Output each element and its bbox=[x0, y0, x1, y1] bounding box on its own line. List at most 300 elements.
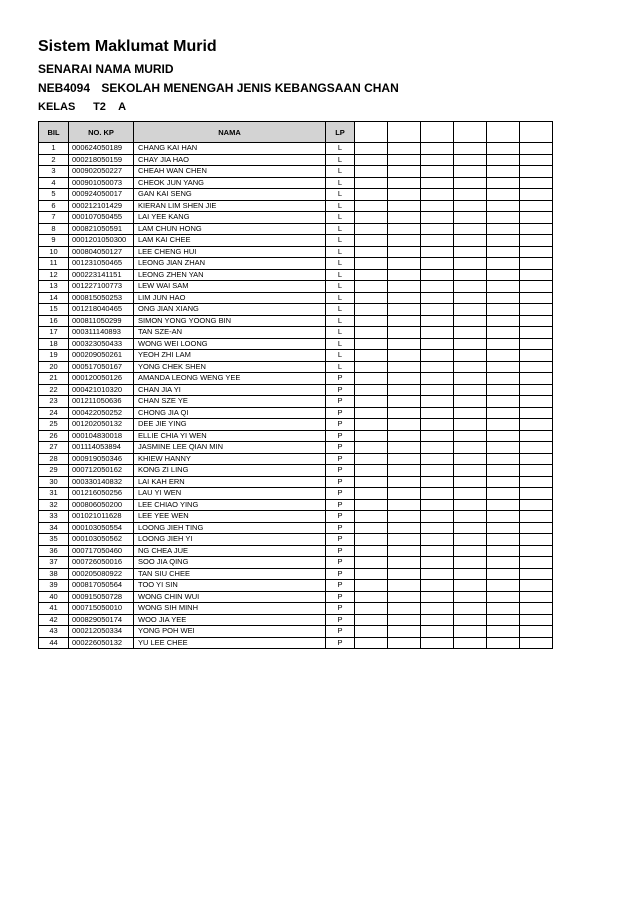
cell-blank bbox=[487, 407, 520, 419]
cell-blank bbox=[487, 591, 520, 603]
cell-blank bbox=[388, 430, 421, 442]
table-row bbox=[39, 281, 553, 293]
cell-blank bbox=[520, 338, 553, 350]
cell-blank bbox=[487, 419, 520, 431]
table-row bbox=[39, 338, 553, 350]
table-row bbox=[39, 534, 553, 546]
cell-blank bbox=[355, 281, 388, 293]
table-row bbox=[39, 465, 553, 477]
cell-nokp: 000103050562 bbox=[69, 534, 134, 546]
cell-blank bbox=[520, 235, 553, 247]
cell-nokp: 000717050460 bbox=[69, 545, 134, 557]
cell-blank bbox=[388, 396, 421, 408]
table-row bbox=[39, 442, 553, 454]
cell-blank bbox=[487, 430, 520, 442]
class-label: KELAS bbox=[38, 101, 76, 113]
cell-nokp: 001114053894 bbox=[69, 442, 134, 454]
cell-blank bbox=[487, 361, 520, 373]
cell-blank bbox=[487, 603, 520, 615]
cell-bil: 36 bbox=[39, 545, 69, 557]
cell-nokp: 000218050159 bbox=[69, 154, 134, 166]
cell-nokp: 000422050252 bbox=[69, 407, 134, 419]
cell-blank bbox=[421, 488, 454, 500]
cell-blank bbox=[388, 626, 421, 638]
cell-blank bbox=[454, 177, 487, 189]
cell-nama: WONG CHIN WUI bbox=[134, 591, 326, 603]
table-body bbox=[39, 143, 553, 649]
cell-blank bbox=[520, 200, 553, 212]
cell-nama: LAU YI WEN bbox=[134, 488, 326, 500]
header-bil: BIL bbox=[39, 122, 69, 143]
cell-blank bbox=[355, 177, 388, 189]
table-row bbox=[39, 304, 553, 316]
cell-bil: 44 bbox=[39, 637, 69, 649]
cell-bil: 9 bbox=[39, 235, 69, 247]
cell-bil: 16 bbox=[39, 315, 69, 327]
cell-lp: L bbox=[326, 269, 355, 281]
cell-blank bbox=[520, 384, 553, 396]
cell-bil: 27 bbox=[39, 442, 69, 454]
cell-blank bbox=[520, 591, 553, 603]
cell-lp: P bbox=[326, 430, 355, 442]
cell-nokp: 000901050073 bbox=[69, 177, 134, 189]
cell-blank bbox=[454, 557, 487, 569]
cell-blank bbox=[355, 614, 388, 626]
cell-nokp: 000915050728 bbox=[69, 591, 134, 603]
cell-blank bbox=[421, 281, 454, 293]
cell-blank bbox=[487, 235, 520, 247]
cell-bil: 2 bbox=[39, 154, 69, 166]
cell-lp: P bbox=[326, 637, 355, 649]
cell-blank bbox=[487, 223, 520, 235]
cell-bil: 21 bbox=[39, 373, 69, 385]
cell-nokp: 000804050127 bbox=[69, 246, 134, 258]
cell-blank bbox=[454, 384, 487, 396]
cell-bil: 26 bbox=[39, 430, 69, 442]
cell-blank bbox=[388, 258, 421, 270]
cell-lp: P bbox=[326, 557, 355, 569]
cell-blank bbox=[355, 419, 388, 431]
cell-blank bbox=[388, 499, 421, 511]
cell-blank bbox=[388, 476, 421, 488]
cell-lp: P bbox=[326, 442, 355, 454]
cell-blank bbox=[520, 258, 553, 270]
table-row bbox=[39, 511, 553, 523]
cell-bil: 20 bbox=[39, 361, 69, 373]
cell-nokp: 001218040465 bbox=[69, 304, 134, 316]
cell-blank bbox=[421, 419, 454, 431]
cell-blank bbox=[421, 292, 454, 304]
cell-nama: KONG ZI LING bbox=[134, 465, 326, 477]
cell-blank bbox=[520, 442, 553, 454]
cell-blank bbox=[454, 281, 487, 293]
table-row bbox=[39, 315, 553, 327]
cell-blank bbox=[388, 212, 421, 224]
cell-nokp: 000330140832 bbox=[69, 476, 134, 488]
cell-nama: LAI YEE KANG bbox=[134, 212, 326, 224]
cell-blank bbox=[421, 499, 454, 511]
cell-nama: CHONG JIA QI bbox=[134, 407, 326, 419]
cell-blank bbox=[454, 315, 487, 327]
cell-blank bbox=[520, 557, 553, 569]
cell-lp: P bbox=[326, 522, 355, 534]
cell-blank bbox=[520, 304, 553, 316]
cell-blank bbox=[421, 465, 454, 477]
cell-blank bbox=[487, 580, 520, 592]
cell-blank bbox=[355, 430, 388, 442]
cell-nokp: 000806050200 bbox=[69, 499, 134, 511]
cell-blank bbox=[355, 396, 388, 408]
cell-bil: 5 bbox=[39, 189, 69, 201]
cell-nokp: 000223141151 bbox=[69, 269, 134, 281]
cell-lp: L bbox=[326, 223, 355, 235]
cell-blank bbox=[520, 419, 553, 431]
cell-bil: 40 bbox=[39, 591, 69, 603]
cell-blank bbox=[421, 304, 454, 316]
cell-blank bbox=[454, 499, 487, 511]
cell-lp: L bbox=[326, 246, 355, 258]
cell-blank bbox=[454, 269, 487, 281]
cell-nokp: 000212101429 bbox=[69, 200, 134, 212]
cell-blank bbox=[454, 223, 487, 235]
cell-blank bbox=[520, 315, 553, 327]
cell-nokp: 000919050346 bbox=[69, 453, 134, 465]
cell-blank bbox=[454, 396, 487, 408]
table-row bbox=[39, 430, 553, 442]
table-row bbox=[39, 166, 553, 178]
cell-blank bbox=[421, 396, 454, 408]
cell-blank bbox=[355, 407, 388, 419]
cell-nama: LAI KAH ERN bbox=[134, 476, 326, 488]
cell-nokp: 000811050299 bbox=[69, 315, 134, 327]
cell-blank bbox=[520, 269, 553, 281]
cell-bil: 10 bbox=[39, 246, 69, 258]
cell-blank bbox=[520, 545, 553, 557]
cell-blank bbox=[421, 223, 454, 235]
cell-lp: L bbox=[326, 327, 355, 339]
cell-blank bbox=[454, 534, 487, 546]
cell-bil: 24 bbox=[39, 407, 69, 419]
cell-nokp: 001021011628 bbox=[69, 511, 134, 523]
cell-bil: 37 bbox=[39, 557, 69, 569]
cell-blank bbox=[454, 212, 487, 224]
cell-nokp: 000517050167 bbox=[69, 361, 134, 373]
cell-bil: 13 bbox=[39, 281, 69, 293]
cell-blank bbox=[454, 637, 487, 649]
cell-blank bbox=[454, 361, 487, 373]
cell-blank bbox=[355, 626, 388, 638]
table-row bbox=[39, 154, 553, 166]
cell-bil: 12 bbox=[39, 269, 69, 281]
cell-blank bbox=[520, 143, 553, 155]
table-row bbox=[39, 591, 553, 603]
cell-blank bbox=[388, 189, 421, 201]
cell-blank bbox=[421, 315, 454, 327]
cell-blank bbox=[388, 637, 421, 649]
cell-blank bbox=[520, 430, 553, 442]
cell-lp: P bbox=[326, 396, 355, 408]
cell-blank bbox=[388, 338, 421, 350]
cell-blank bbox=[388, 166, 421, 178]
cell-blank bbox=[487, 384, 520, 396]
cell-bil: 34 bbox=[39, 522, 69, 534]
cell-blank bbox=[421, 591, 454, 603]
table-row bbox=[39, 269, 553, 281]
cell-blank bbox=[388, 281, 421, 293]
cell-lp: P bbox=[326, 488, 355, 500]
cell-nokp: 000726050016 bbox=[69, 557, 134, 569]
cell-blank bbox=[388, 200, 421, 212]
cell-lp: P bbox=[326, 568, 355, 580]
table-row bbox=[39, 603, 553, 615]
cell-blank bbox=[388, 591, 421, 603]
cell-blank bbox=[454, 258, 487, 270]
cell-lp: L bbox=[326, 166, 355, 178]
cell-blank bbox=[454, 189, 487, 201]
cell-blank bbox=[454, 603, 487, 615]
cell-bil: 41 bbox=[39, 603, 69, 615]
cell-blank bbox=[355, 143, 388, 155]
cell-nama: YU LEE CHEE bbox=[134, 637, 326, 649]
cell-blank bbox=[454, 304, 487, 316]
cell-blank bbox=[421, 614, 454, 626]
cell-blank bbox=[520, 603, 553, 615]
cell-blank bbox=[487, 453, 520, 465]
cell-nama: CHEOK JUN YANG bbox=[134, 177, 326, 189]
school-line bbox=[38, 81, 407, 95]
cell-blank bbox=[355, 235, 388, 247]
cell-blank bbox=[421, 269, 454, 281]
cell-blank bbox=[388, 545, 421, 557]
cell-blank bbox=[421, 373, 454, 385]
cell-bil: 38 bbox=[39, 568, 69, 580]
cell-blank bbox=[388, 143, 421, 155]
cell-blank bbox=[355, 637, 388, 649]
cell-nokp: 000421010320 bbox=[69, 384, 134, 396]
cell-nama: CHEAH WAN CHEN bbox=[134, 166, 326, 178]
cell-nama: AMANDA LEONG WENG YEE bbox=[134, 373, 326, 385]
cell-lp: P bbox=[326, 407, 355, 419]
cell-blank bbox=[520, 154, 553, 166]
cell-nokp: 001231050465 bbox=[69, 258, 134, 270]
cell-nama: LEE CHIAO YING bbox=[134, 499, 326, 511]
cell-blank bbox=[454, 580, 487, 592]
cell-bil: 43 bbox=[39, 626, 69, 638]
cell-blank bbox=[421, 580, 454, 592]
cell-blank bbox=[454, 407, 487, 419]
cell-blank bbox=[454, 166, 487, 178]
cell-nama: YEOH ZHI LAM bbox=[134, 350, 326, 362]
header-blank bbox=[421, 122, 454, 143]
cell-nokp: 000104830018 bbox=[69, 430, 134, 442]
cell-nama: LEE CHENG HUI bbox=[134, 246, 326, 258]
cell-blank bbox=[421, 177, 454, 189]
table-row bbox=[39, 327, 553, 339]
cell-blank bbox=[355, 476, 388, 488]
cell-blank bbox=[355, 557, 388, 569]
class-name: A bbox=[118, 101, 127, 113]
cell-blank bbox=[520, 637, 553, 649]
cell-bil: 19 bbox=[39, 350, 69, 362]
cell-nama: LEE YEE WEN bbox=[134, 511, 326, 523]
cell-bil: 17 bbox=[39, 327, 69, 339]
table-row bbox=[39, 384, 553, 396]
cell-blank bbox=[520, 292, 553, 304]
cell-lp: L bbox=[326, 338, 355, 350]
cell-blank bbox=[388, 384, 421, 396]
cell-bil: 30 bbox=[39, 476, 69, 488]
cell-blank bbox=[388, 223, 421, 235]
cell-blank bbox=[487, 396, 520, 408]
cell-blank bbox=[388, 315, 421, 327]
cell-blank bbox=[421, 476, 454, 488]
cell-nokp: 000205080922 bbox=[69, 568, 134, 580]
cell-blank bbox=[421, 603, 454, 615]
cell-blank bbox=[421, 453, 454, 465]
cell-blank bbox=[421, 430, 454, 442]
cell-nokp: 001216050256 bbox=[69, 488, 134, 500]
cell-blank bbox=[454, 235, 487, 247]
list-subtitle: SENARAI NAMA MURID bbox=[38, 62, 174, 76]
cell-blank bbox=[487, 545, 520, 557]
cell-nama: CHANG KAI HAN bbox=[134, 143, 326, 155]
cell-blank bbox=[454, 626, 487, 638]
cell-blank bbox=[388, 407, 421, 419]
cell-blank bbox=[388, 614, 421, 626]
cell-blank bbox=[388, 534, 421, 546]
header-blank bbox=[487, 122, 520, 143]
cell-blank bbox=[388, 419, 421, 431]
cell-nama: TOO YI SIN bbox=[134, 580, 326, 592]
cell-blank bbox=[388, 522, 421, 534]
cell-blank bbox=[388, 361, 421, 373]
cell-nama: YONG CHEK SHEN bbox=[134, 361, 326, 373]
cell-blank bbox=[388, 442, 421, 454]
cell-nama: NG CHEA JUE bbox=[134, 545, 326, 557]
cell-blank bbox=[487, 315, 520, 327]
cell-blank bbox=[454, 430, 487, 442]
cell-bil: 7 bbox=[39, 212, 69, 224]
cell-blank bbox=[355, 269, 388, 281]
cell-nama: LIM JUN HAO bbox=[134, 292, 326, 304]
cell-blank bbox=[520, 223, 553, 235]
table-row bbox=[39, 453, 553, 465]
cell-blank bbox=[421, 534, 454, 546]
cell-blank bbox=[520, 580, 553, 592]
cell-nokp: 0001201050300 bbox=[69, 235, 134, 247]
cell-nama: LOONG JIEH TING bbox=[134, 522, 326, 534]
cell-blank bbox=[487, 281, 520, 293]
cell-blank bbox=[388, 453, 421, 465]
cell-blank bbox=[355, 200, 388, 212]
cell-blank bbox=[355, 338, 388, 350]
cell-blank bbox=[520, 212, 553, 224]
cell-blank bbox=[487, 143, 520, 155]
school-code: NEB4094 bbox=[38, 81, 91, 95]
cell-blank bbox=[520, 361, 553, 373]
cell-blank bbox=[388, 235, 421, 247]
cell-lp: P bbox=[326, 545, 355, 557]
table-row bbox=[39, 580, 553, 592]
cell-lp: L bbox=[326, 200, 355, 212]
cell-lp: P bbox=[326, 603, 355, 615]
cell-nama: DEE JIE YING bbox=[134, 419, 326, 431]
cell-blank bbox=[388, 269, 421, 281]
cell-bil: 15 bbox=[39, 304, 69, 316]
cell-blank bbox=[388, 511, 421, 523]
cell-blank bbox=[388, 580, 421, 592]
page-title: Sistem Maklumat Murid bbox=[38, 38, 217, 55]
cell-blank bbox=[487, 637, 520, 649]
cell-nama: ONG JIAN XIANG bbox=[134, 304, 326, 316]
table-row bbox=[39, 246, 553, 258]
cell-blank bbox=[355, 442, 388, 454]
table-row bbox=[39, 626, 553, 638]
cell-nama: SIMON YONG YOONG BIN bbox=[134, 315, 326, 327]
cell-bil: 28 bbox=[39, 453, 69, 465]
table-row bbox=[39, 235, 553, 247]
table-row bbox=[39, 223, 553, 235]
cell-nokp: 000103050554 bbox=[69, 522, 134, 534]
table-row bbox=[39, 637, 553, 649]
cell-blank bbox=[355, 361, 388, 373]
table-row bbox=[39, 522, 553, 534]
cell-nama: WONG WEI LOONG bbox=[134, 338, 326, 350]
table-row bbox=[39, 407, 553, 419]
table-row bbox=[39, 258, 553, 270]
cell-blank bbox=[454, 154, 487, 166]
cell-nokp: 000311140893 bbox=[69, 327, 134, 339]
cell-nama: WOO JIA YEE bbox=[134, 614, 326, 626]
cell-bil: 39 bbox=[39, 580, 69, 592]
cell-blank bbox=[520, 511, 553, 523]
cell-nokp: 000212050334 bbox=[69, 626, 134, 638]
cell-blank bbox=[487, 200, 520, 212]
cell-blank bbox=[487, 327, 520, 339]
cell-nokp: 000120050126 bbox=[69, 373, 134, 385]
cell-bil: 23 bbox=[39, 396, 69, 408]
cell-blank bbox=[355, 488, 388, 500]
table-row bbox=[39, 177, 553, 189]
cell-blank bbox=[454, 419, 487, 431]
cell-blank bbox=[421, 189, 454, 201]
cell-lp: P bbox=[326, 591, 355, 603]
cell-blank bbox=[421, 511, 454, 523]
header-blank bbox=[388, 122, 421, 143]
cell-blank bbox=[421, 557, 454, 569]
cell-blank bbox=[487, 189, 520, 201]
cell-lp: P bbox=[326, 534, 355, 546]
cell-blank bbox=[355, 453, 388, 465]
cell-blank bbox=[421, 235, 454, 247]
cell-blank bbox=[454, 327, 487, 339]
cell-blank bbox=[487, 177, 520, 189]
cell-bil: 14 bbox=[39, 292, 69, 304]
header-blank bbox=[454, 122, 487, 143]
cell-blank bbox=[487, 626, 520, 638]
cell-nama: SOO JIA QING bbox=[134, 557, 326, 569]
cell-blank bbox=[388, 488, 421, 500]
cell-lp: P bbox=[326, 453, 355, 465]
cell-nama: YONG POH WEI bbox=[134, 626, 326, 638]
cell-blank bbox=[487, 557, 520, 569]
cell-blank bbox=[520, 534, 553, 546]
header-blank bbox=[355, 122, 388, 143]
table-row bbox=[39, 614, 553, 626]
cell-blank bbox=[520, 488, 553, 500]
cell-blank bbox=[355, 384, 388, 396]
cell-blank bbox=[355, 166, 388, 178]
